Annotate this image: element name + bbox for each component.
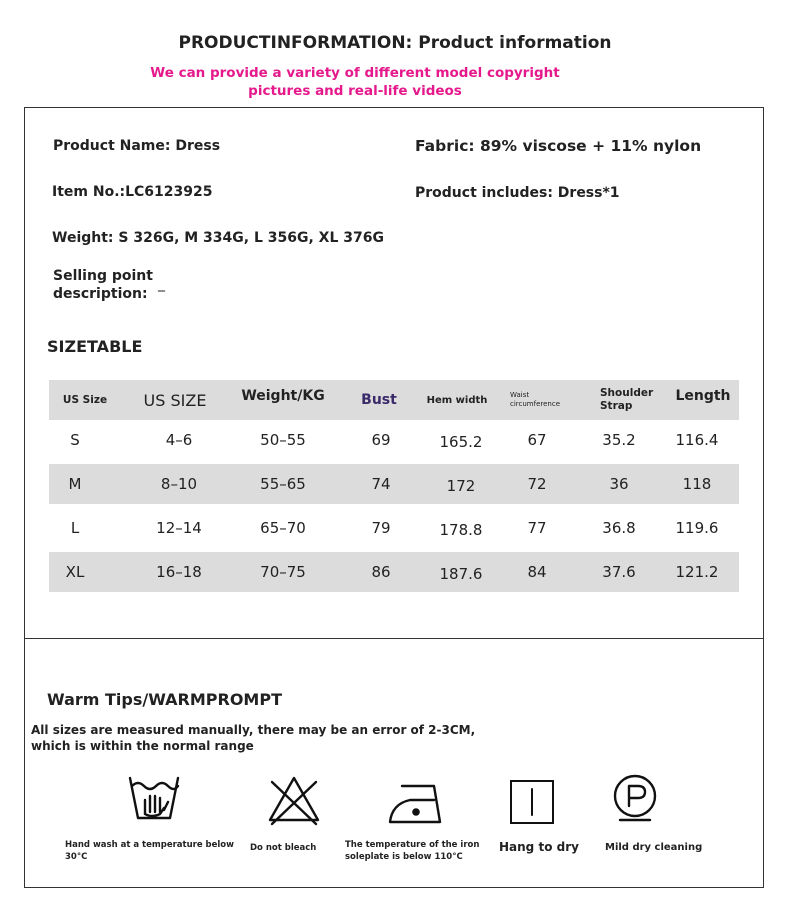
care-caption-line-1: The temperature of the iron xyxy=(345,840,480,850)
note-line-2: pictures and real-life videos xyxy=(248,83,462,99)
cell-weight: 50–55 xyxy=(260,431,306,449)
cell-weight: 70–75 xyxy=(260,563,306,581)
selling-point-value: _ xyxy=(158,276,165,292)
header-length: Length xyxy=(675,388,731,404)
product-name: Product Name: Dress xyxy=(53,138,221,154)
size-table-title: SIZETABLE xyxy=(47,337,143,356)
cell-length: 121.2 xyxy=(675,563,719,581)
model-copyright-note xyxy=(130,64,580,100)
no-bleach-icon xyxy=(266,774,322,826)
cell-us-size-alt: 16–18 xyxy=(156,563,202,581)
note-line-1: We can provide a variety of different model copyright xyxy=(150,65,560,81)
care-caption-line-1: Mild dry cleaning xyxy=(605,842,703,853)
cell-weight: 55–65 xyxy=(260,475,306,493)
care-caption-dry-clean xyxy=(605,842,702,854)
table-header-row xyxy=(49,380,739,420)
cell-us-size-alt: 8–10 xyxy=(160,475,198,493)
warm-tips-note xyxy=(31,722,491,754)
care-caption-no-bleach xyxy=(250,842,316,854)
cell-bust: 74 xyxy=(371,475,391,493)
cell-us-size: S xyxy=(70,431,80,449)
hang-dry-icon xyxy=(509,779,555,825)
section-divider xyxy=(24,638,764,639)
weight-info: Weight: S 326G, M 334G, L 356G, XL 376G xyxy=(52,230,384,246)
table-row xyxy=(49,420,739,460)
care-caption-line-1: Hand wash at a temperature below xyxy=(65,840,235,850)
header-us-size: US Size xyxy=(62,394,108,406)
cell-us-size: XL xyxy=(65,563,85,581)
cell-us-size: L xyxy=(70,519,80,537)
header-us-size-alt: US SIZE xyxy=(143,390,207,410)
cell-shoulder: 36.8 xyxy=(602,519,636,537)
cell-hem-width: 187.6 xyxy=(439,565,483,583)
care-caption-hang-dry xyxy=(499,841,579,853)
care-caption-line-1: Do not bleach xyxy=(250,843,317,853)
cell-weight: 65–70 xyxy=(260,519,306,537)
cell-us-size-alt: 4–6 xyxy=(165,431,193,449)
selling-label-line-1: Selling point xyxy=(53,268,153,284)
cell-waist: 84 xyxy=(527,563,547,581)
cell-shoulder: 36 xyxy=(609,475,629,493)
header-bust: Bust xyxy=(361,392,397,408)
warm-note-line-2: which is within the normal range xyxy=(31,739,254,753)
iron-icon xyxy=(388,778,444,826)
cell-waist: 77 xyxy=(527,519,547,537)
cell-bust: 86 xyxy=(371,563,391,581)
cell-waist: 72 xyxy=(527,475,547,493)
header-hem-width: Hem width xyxy=(426,394,488,406)
page-title: PRODUCTINFORMATION: Product information xyxy=(178,33,612,53)
cell-bust: 69 xyxy=(371,431,391,449)
warm-note-line-1: All sizes are measured manually, there may be an error of 2-3CM, xyxy=(31,723,476,737)
cell-hem-width: 165.2 xyxy=(439,433,483,451)
cell-hem-width: 178.8 xyxy=(439,521,483,539)
cell-length: 119.6 xyxy=(675,519,719,537)
cell-shoulder: 37.6 xyxy=(602,563,636,581)
header-weight: Weight/KG xyxy=(241,388,325,404)
cell-length: 118 xyxy=(682,475,712,493)
care-caption-iron xyxy=(345,839,479,863)
cell-bust: 79 xyxy=(371,519,391,537)
table-row xyxy=(49,552,739,592)
hand-wash-icon xyxy=(128,774,180,826)
care-caption-line-1: Hang to dry xyxy=(499,840,579,854)
cell-hem-width: 172 xyxy=(446,477,476,495)
dry-clean-icon xyxy=(612,774,658,822)
cell-shoulder: 35.2 xyxy=(602,431,636,449)
warm-tips-title: Warm Tips/WARMPROMPT xyxy=(47,690,282,709)
cell-us-size: M xyxy=(68,475,82,493)
care-caption-hand-wash xyxy=(65,839,234,863)
cell-us-size-alt: 12–14 xyxy=(156,519,202,537)
care-caption-line-2: 30°C xyxy=(65,852,88,862)
header-waist: Waist circumference xyxy=(510,391,561,408)
fabric: Fabric: 89% viscose + 11% nylon xyxy=(415,137,702,155)
cell-length: 116.4 xyxy=(675,431,719,449)
cell-waist: 67 xyxy=(527,431,547,449)
selling-point-label xyxy=(53,267,153,303)
product-includes: Product includes: Dress*1 xyxy=(415,185,620,201)
table-row xyxy=(49,508,739,548)
table-row xyxy=(49,464,739,504)
item-number: Item No.:LC6123925 xyxy=(52,184,213,200)
header-shoulder-strap: Shoulder Strap xyxy=(600,387,654,412)
selling-label-line-2: description: xyxy=(53,286,148,302)
care-caption-line-2: soleplate is below 110°C xyxy=(345,852,463,862)
